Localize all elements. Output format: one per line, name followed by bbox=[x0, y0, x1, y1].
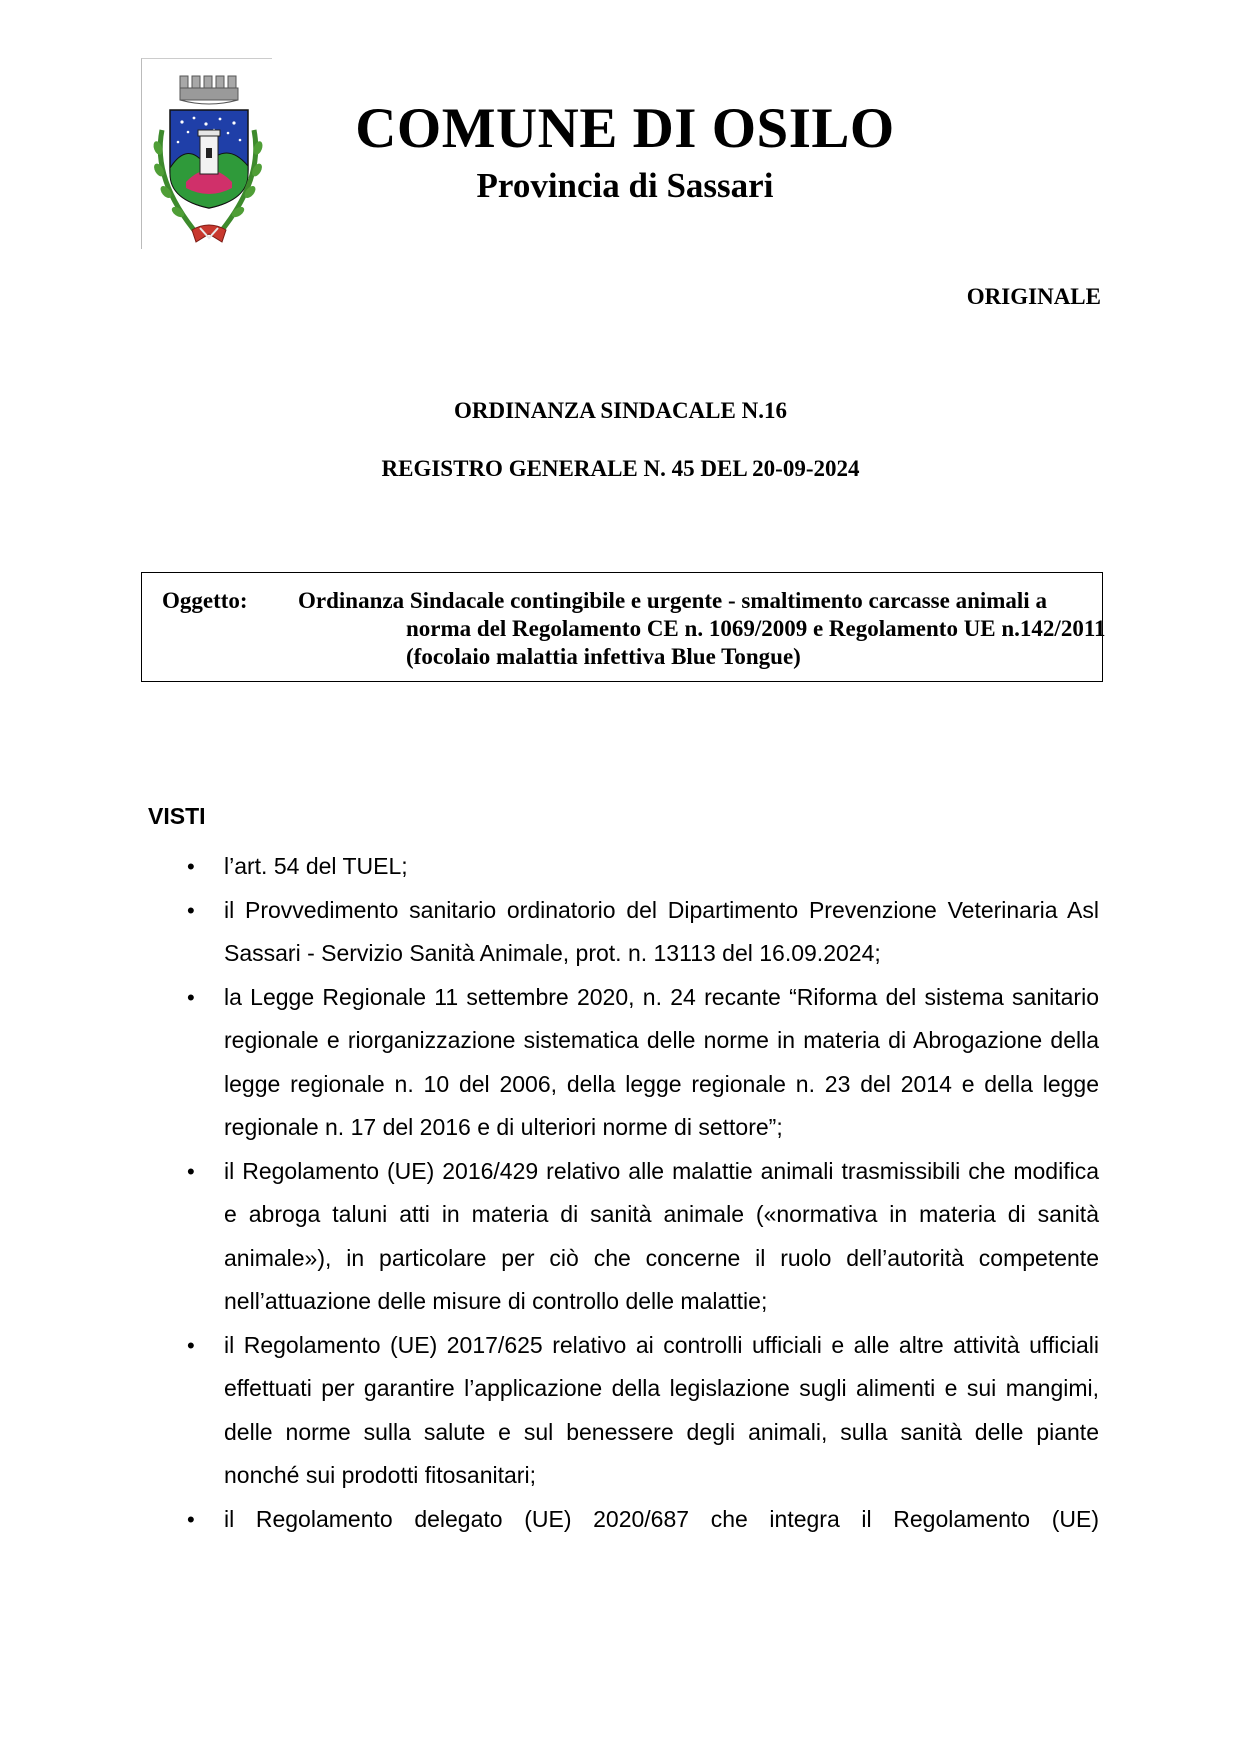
bullet-icon: • bbox=[187, 1332, 195, 1358]
general-register-entry: REGISTRO GENERALE N. 45 DEL 20-09-2024 bbox=[381, 456, 860, 481]
list-item bbox=[0, 976, 1241, 1150]
subject-text bbox=[298, 587, 1106, 671]
list-item-text: il Regolamento (UE) 2017/625 relativo ai controlli ufficiali e alle altre attività ufficiali effettuati per garantire l’applicazione della legislazione sugli alimenti e sui mangimi, delle norme sulla salute e sul benessere degli animali, sulla sanità delle piante nonché sui prodotti fitosanitari; bbox=[224, 1331, 1099, 1488]
province-subtitle: Provincia di Sassari bbox=[476, 166, 774, 205]
bullet-icon: • bbox=[187, 984, 195, 1010]
coat-of-arms-icon bbox=[148, 70, 268, 248]
subject-box bbox=[141, 572, 1106, 682]
visti-heading: VISTI bbox=[148, 803, 206, 829]
subject-line: Ordinanza Sindacale contingibile e urgente - smaltimento carcasse animali a bbox=[298, 588, 1047, 613]
list-item-text: il Regolamento (UE) 2016/429 relativo alle malattie animali trasmissibili che modifica e abroga taluni atti in materia di sanità animale («normativa in materia di sanità animale»), in particolare per ciò che concerne il ruolo dell’autorità competente nell’attuazione delle misure di controllo delle malattie; bbox=[224, 1157, 1099, 1314]
bullet-icon: • bbox=[187, 897, 195, 923]
municipality-title: COMUNE DI OSILO bbox=[355, 97, 895, 160]
list-item-text: il Regolamento delegato (UE) 2020/687 che integra il Regolamento (UE) bbox=[224, 1505, 1099, 1532]
subject-label: Oggetto: bbox=[162, 588, 248, 613]
list-item-text: la Legge Regionale 11 settembre 2020, n. 24 recante “Riforma del sistema sanitario regionale e riorganizzazione sistematica delle norme in materia di Abrogazione della legge regionale n. 10 del 2006, della legge regionale n. 23 del 2014 e della legge regionale n. 17 del 2016 e di ulteriori norme di settore”; bbox=[224, 983, 1099, 1140]
list-item bbox=[0, 889, 1241, 976]
list-item bbox=[0, 1150, 1241, 1324]
original-stamp-label: ORIGINALE bbox=[966, 284, 1101, 309]
list-item-text: l’art. 54 del TUEL; bbox=[224, 853, 408, 879]
visti-list bbox=[0, 845, 1241, 1541]
bullet-icon: • bbox=[187, 1158, 195, 1184]
list-item bbox=[0, 1324, 1241, 1498]
ordinance-number: ORDINANZA SINDACALE N.16 bbox=[454, 398, 787, 423]
list-item bbox=[0, 845, 1241, 889]
list-item bbox=[0, 1498, 1241, 1542]
crown-icon bbox=[180, 76, 238, 104]
subject-line: norma del Regolamento CE n. 1069/2009 e Regolamento UE n.142/2011 bbox=[406, 616, 1106, 641]
subject-line: (focolaio malattia infettiva Blue Tongue) bbox=[406, 644, 801, 669]
bullet-icon: • bbox=[187, 1506, 195, 1532]
bullet-icon: • bbox=[187, 854, 195, 879]
list-item-text: il Provvedimento sanitario ordinatorio del Dipartimento Prevenzione Veterinaria Asl Sassari - Servizio Sanità Animale, prot. n. 13113 del 16.09.2024; bbox=[224, 896, 1099, 966]
